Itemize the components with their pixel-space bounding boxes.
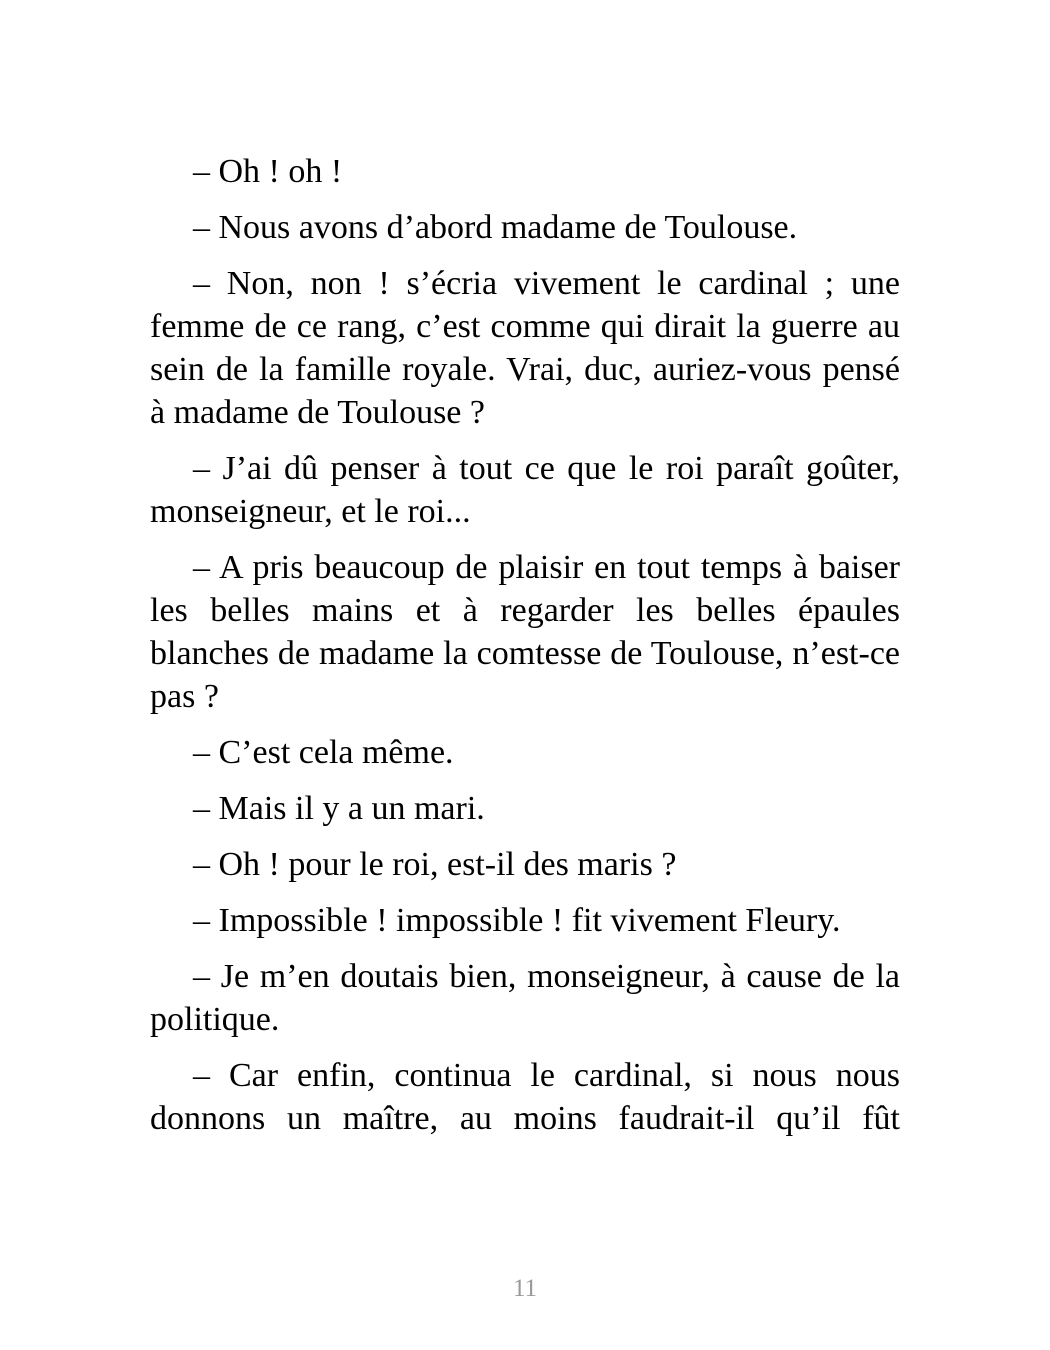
paragraph-9: – Impossible ! impossible ! fit vivement Fleury. — [193, 902, 841, 939]
paragraph-1: – Oh ! oh ! — [193, 153, 343, 190]
page-body — [150, 150, 900, 1153]
paragraph-6: – C’est cela même. — [193, 734, 454, 771]
paragraph-10: – Je m’en doutais bien, monseigneur, à cause de la politique. — [150, 958, 900, 1038]
paragraph-7: – Mais il y a un mari. — [193, 790, 485, 827]
paragraph-8: – Oh ! pour le roi, est-il des maris ? — [193, 846, 677, 883]
paragraph-2: – Nous avons d’abord madame de Toulouse. — [193, 209, 798, 246]
page-number: 11 — [512, 1275, 538, 1302]
paragraph-5: – A pris beaucoup de plaisir en tout temps à baiser les belles mains et à regarder les belles épaules blanches de madame la comtesse de Toulouse, n’est-ce pas ? — [150, 549, 900, 715]
paragraph-3: – Non, non ! s’écria vivement le cardinal ; une femme de ce rang, c’est comme qui dirait la guerre au sein de la famille royale. Vrai, duc, auriez-vous pensé à madame de Toulouse ? — [150, 265, 900, 431]
paragraph-4: – J’ai dû penser à tout ce que le roi paraît goûter, monseigneur, et le roi... — [150, 450, 900, 530]
paragraph-11: – Car enfin, continua le cardinal, si nous nous donnons un maître, au moins faudrait-il qu’il fût — [150, 1057, 900, 1137]
